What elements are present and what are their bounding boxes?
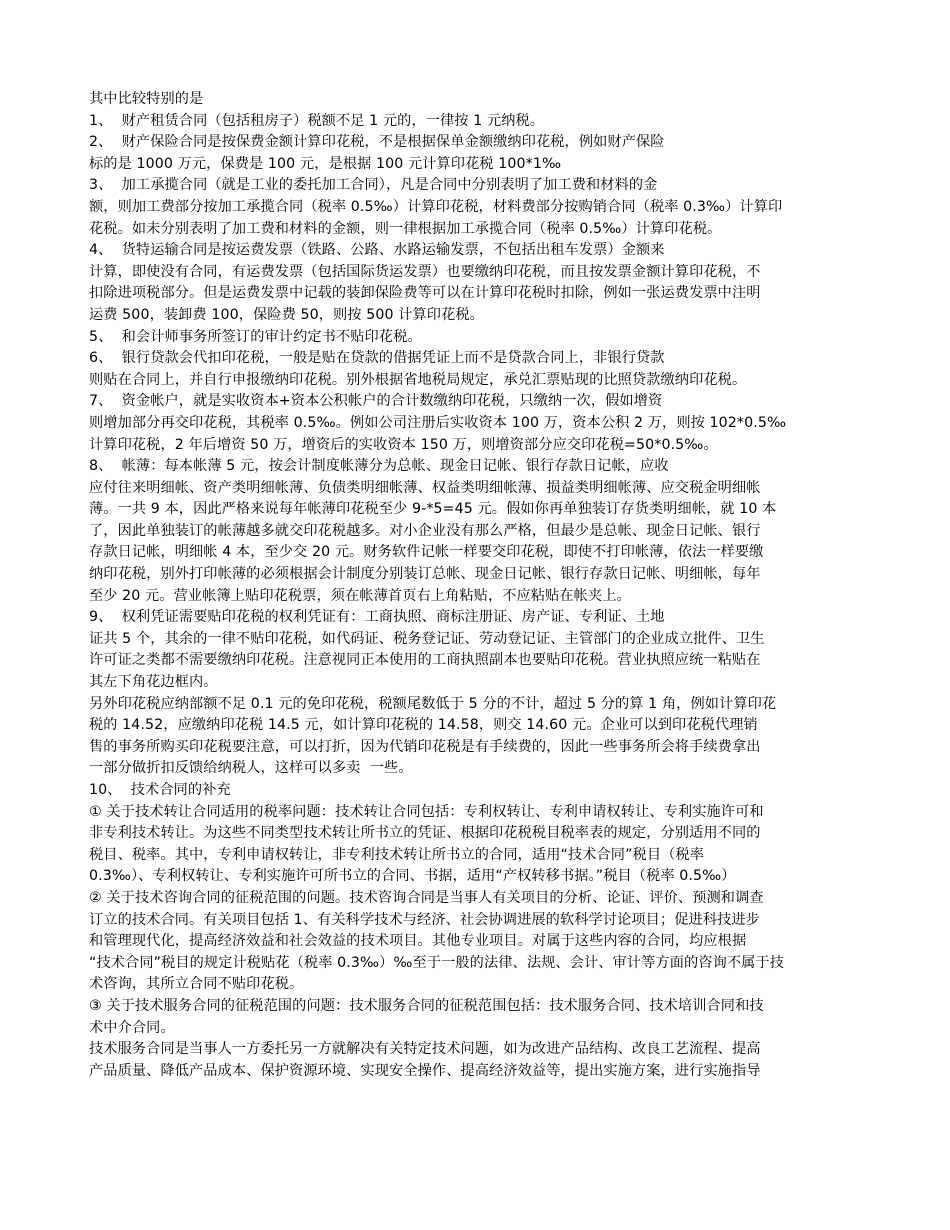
text-line: ③ 关于技术服务合同的征税范围的问题：技术服务合同的征税范围包括：技术服务合同、技术培训合同和技	[89, 997, 764, 1014]
text-line: 术中介合同。	[89, 1019, 175, 1036]
text-line: 5、 和会计师事务所签订的审计约定书不贴印花税。	[89, 328, 422, 345]
text-line: 9、 权利凭证需要贴印花税的权利凭证有：工商执照、商标注册证、房产证、专利证、土地	[89, 609, 665, 626]
text-line: 存款日记帐，明细帐 4 本，至少交 20 元。财务软件记帐一样要交印花税，即使不打印帐薄，依法一样要缴	[89, 544, 764, 561]
text-line: 则增加部分再交印花税，其税率 0.5‰。例如公司注册后实收资本 100 万，资本公积 2 万，则按 102*0.5‰	[89, 414, 787, 431]
text-line: 2、 财产保险合同是按保费金额计算印花税，不是根据保单金额缴纳印花税，例如财产保险	[89, 134, 665, 151]
text-line: 其中比较特别的是	[89, 91, 204, 107]
text-line: 额，则加工费部分按加工承揽合同（税率 0.5‰）计算印花税，材料费部分按购销合同（税率 0.3‰）计算印	[89, 198, 783, 215]
text-line: 0.3‰）、专利权转让、专利实施许可所书立的合同、书据，适用“产权转移书据。”税目（税率 0.5‰）	[89, 868, 736, 885]
text-line: 技术服务合同是当事人一方委托另一方就解决有关特定技术问题，如为改进产品结构、改良工艺流程、提高	[89, 1041, 761, 1058]
text-line: 一部分做折扣反馈给纳税人，这样可以多卖 一些。	[89, 760, 413, 777]
text-line: 3、 加工承揽合同（就是工业的委托加工合同），凡是合同中分别表明了加工费和材料的金	[89, 177, 658, 194]
text-line: 扣除进项税部分。但是运费发票中记载的装卸保险费等可以在计算印花税时扣除，例如一张运费发票中注明	[89, 285, 761, 302]
text-line: 了，因此单独装订的帐薄越多就交印花税越多。对小企业没有那么严格，但最少是总帐、现金日记帐、银行	[89, 522, 761, 539]
text-line: 证共 5 个，其余的一律不贴印花税，如代码证、税务登记证、劳动登记证、主管部门的企业成立批件、卫生	[89, 630, 765, 647]
text-line: 7、 资金帐户，就是实收资本+资本公积帐户的合计数缴纳印花税，只缴纳一次，假如增资	[89, 393, 663, 410]
text-line: ② 关于技术咨询合同的征税范围的问题。技术咨询合同是当事人有关项目的分析、论证、评价、预测和调查	[89, 889, 764, 906]
text-line: 许可证之类都不需要缴纳印花税。注意视同正本使用的工商执照副本也要贴印花税。营业执照应统一粘贴在	[89, 652, 761, 669]
text-line: 10、 技术合同的补充	[89, 782, 231, 798]
text-line	[89, 1082, 861, 1104]
text-line: 纳印花税，别外打印帐薄的必须根据会计制度分别装订总帐、现金日记帐、银行存款日记帐、明细帐，每年	[89, 566, 761, 583]
text-line: 则贴在合同上，并自行申报缴纳印花税。别外根据省地税局规定，承兑汇票贴现的比照贷款缴纳印花税。	[89, 371, 747, 388]
text-line: 计算，即使没有合同，有运费发票（包括国际货运发票）也要缴纳印花税，而且按发票金额计算印花税，不	[89, 263, 761, 280]
text-line: 标的是 1000 万元，保费是 100 元，是根据 100 元计算印花税 100*1‰	[89, 155, 562, 172]
text-line: 非专利技术转让。为这些不同类型技术转让所书立的凭证、根据印花税税目税率表的规定，分别适用不同的	[89, 825, 761, 842]
text-line: 其左下角花边框内。	[89, 674, 218, 691]
text-line: 产品质量、降低产品成本、保护资源环境、实现安全操作、提高经济效益等，提出实施方案，进行实施指导	[89, 1062, 761, 1079]
text-line: 另外印花税应纳部额不足 0.1 元的免印花税，税额尾数低于 5 分的不计，超过 5 分的算 1 角，例如计算印花	[89, 695, 777, 712]
text-line: 花税。如未分别表明了加工费和材料的金额，则一律根据加工承揽合同（税率 0.5‰）计算印花税。	[89, 220, 722, 237]
text-line: 计算印花税，2 年后增资 50 万，增资后的实收资本 150 万，则增资部分应交印花税=50*0.5‰。	[89, 436, 718, 453]
text-line: 运费 500，装卸费 100，保险费 50，则按 500 计算印花税。	[89, 306, 484, 323]
document-body	[89, 89, 861, 1104]
text-line: 售的事务所购买印花税要注意，可以打折，因为代销印花税是有手续费的，因此一些事务所会将手续费拿出	[89, 738, 761, 755]
text-line: 订立的技术合同。有关项目包括 1、有关科学技术与经济、社会协调进展的软科学讨论项目；促进科技进步	[89, 911, 760, 928]
text-line: 1、 财产租赁合同（包括租房子）税额不足 1 元的，一律按 1 元纳税。	[89, 112, 545, 129]
text-line: 8、 帐薄：每本帐薄 5 元，按会计制度帐薄分为总帐、现金日记帐、银行存款日记帐，应收	[89, 458, 669, 475]
text-line: 和管理现代化，提高经济效益和社会效益的技术项目。其他专业项目。对属于这些内容的合同，均应根据	[89, 933, 747, 950]
text-line: 应付往来明细帐、资产类明细帐薄、负债类明细帐薄、权益类明细帐薄、损益类明细帐薄、应交税金明细帐	[89, 479, 761, 496]
text-line: ① 关于技术转让合同适用的税率问题：技术转让合同包括：专利权转让、专利申请权转让、专利实施许可和	[89, 803, 764, 820]
text-line: “技术合同”税目的规定计税贴花（税率 0.3‰）‰至于一般的法律、法规、会计、审计等方面的咨询不属于技	[89, 954, 785, 971]
text-line: 至少 20 元。营业帐簿上贴印花税票，须在帐薄首页右上角粘贴，不应粘贴在帐夹上。	[89, 587, 631, 604]
text-line: 4、 货特运输合同是按运费发票（铁路、公路、水路运输发票，不包括出租车发票）金额来	[89, 242, 665, 259]
text-line: 术咨询，其所立合同不贴印花税。	[89, 976, 304, 993]
text-line: 薄。一共 9 本，因此严格来说每年帐薄印花税至少 9-*5=45 元。假如你再单独装订存货类明细帐，就 10 本	[89, 501, 777, 518]
text-line: 6、 银行贷款会代扣印花税，一般是贴在贷款的借据凭证上而不是贷款合同上，非银行贷款	[89, 350, 665, 367]
text-line: 税的 14.52，应缴纳印花税 14.5 元，如计算印花税的 14.58，则交 14.60 元。企业可以到印花税代理销	[89, 717, 758, 734]
text-line: 税目、税率。其中，专利申请权转让，非专利技术转让所书立的合同，适用“技术合同”税目（税率	[89, 846, 704, 863]
